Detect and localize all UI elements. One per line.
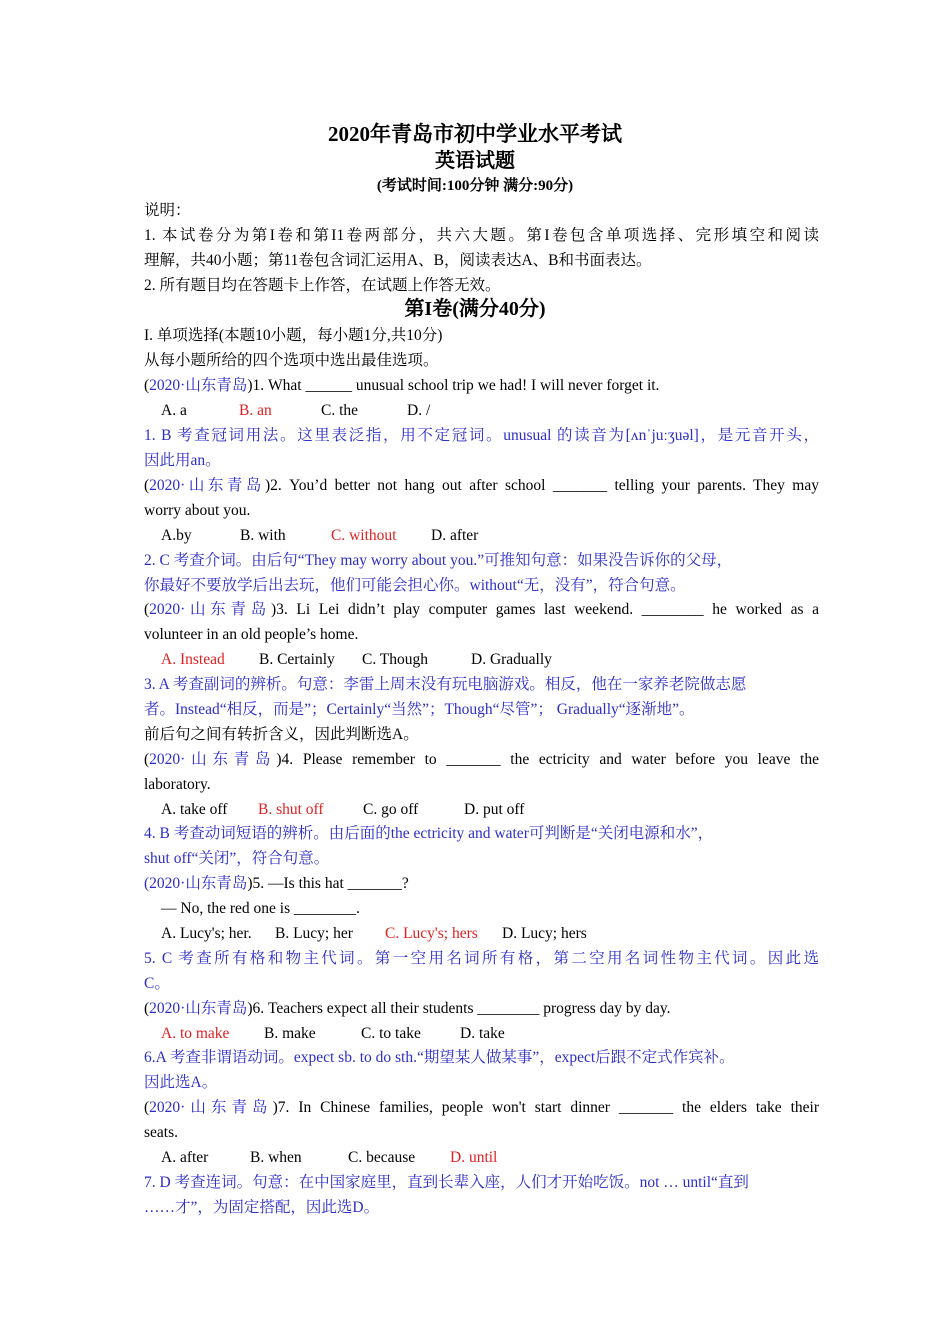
- q6-answer-line1: 6.A 考查非谓语动词。expect sb. to do sth.“期望某人做某事”，expect后跟不定式作宾补。: [144, 1049, 735, 1066]
- q1-answer-line1: 1. B 考查冠词用法。这里表泛指，用不定冠词。unusual 的读音为[ʌnˈjuːʒuəl]，是元音开头，: [144, 427, 819, 444]
- option-a: A.by: [161, 527, 192, 544]
- question-1: (2020·山东青岛)1. What ______ unusual school trip we had! I will never forget it.: [144, 377, 660, 394]
- source-tag: 2020·山东青岛: [149, 751, 277, 768]
- q7-text-line2: seats.: [144, 1124, 179, 1141]
- question-2: (2020·山东青岛)2. You’d better not hang out after school _______ telling your parents. They may: [144, 477, 819, 494]
- q1-answer-line2: 因此用an。: [144, 452, 221, 469]
- q3-answer-line3: 前后句之间有转折含义，因此判断选A。: [144, 726, 419, 743]
- section-instruction: 从每小题所给的四个选项中选出最佳选项。: [144, 352, 439, 369]
- option-a: A. to make: [161, 1025, 230, 1042]
- q7-answer-line1: 7. D 考查连词。句意：在中国家庭里，直到长辈入座，人们才开始吃饭。not … until“直到: [144, 1174, 749, 1191]
- exam-subtitle: 英语试题: [435, 150, 515, 172]
- exam-title: 2020年青岛市初中学业水平考试: [328, 122, 622, 146]
- option-d: D. /: [407, 402, 431, 419]
- option-a: A. a: [161, 402, 187, 419]
- q2-answer-line1: 2. C 考查介词。由后句“They may worry about you.”可推知句意：如果没告诉你的父母，: [144, 552, 733, 569]
- option-c: C. the: [321, 402, 359, 419]
- q7-options: [161, 1145, 836, 1170]
- source-tag: 2020·山东青岛: [149, 601, 271, 618]
- option-d: D. take: [460, 1025, 505, 1042]
- q7-answer-line2: ……才”，为固定搭配，因此选D。: [144, 1199, 380, 1216]
- q2-answer-line2: 你最好不要放学后出去玩，他们可能会担心你。without“无，没有”，符合句意。: [144, 577, 686, 594]
- question-3: (2020·山东青岛)3. Li Lei didn’t play computer games last weekend. ________ he worked as a: [144, 601, 819, 618]
- option-a: A. Instead: [161, 651, 225, 668]
- source-tag: 2020·山东青岛: [149, 1000, 248, 1017]
- option-c: C. Though: [362, 651, 429, 668]
- q3-text-line2: volunteer in an old people’s home.: [144, 626, 359, 643]
- question-text: )7. In Chinese families, people won't start dinner _______ the elders take their: [272, 1099, 819, 1116]
- question-text: )2. You’d better not hang out after school _______ telling your parents. They may: [264, 477, 819, 494]
- question-7: (2020·山东青岛)7. In Chinese families, people won't start dinner _______ the elders take their: [144, 1099, 819, 1116]
- option-d: D. Gradually: [471, 651, 552, 668]
- question-6: (2020·山东青岛)6. Teachers expect all their students ________ progress day by day.: [144, 1000, 671, 1017]
- q5-answer-line2: C。: [144, 975, 170, 992]
- exam-info: (考试时间:100分钟 满分:90分): [376, 178, 574, 194]
- question-text: )1. What ______ unusual school trip we had! I will never forget it.: [247, 377, 660, 394]
- q3-answer-line2: 者。Instead“相反，而是”；Certainly“当然”；Though“尽管”； Gradually“逐渐地”。: [144, 701, 695, 718]
- q5-options: [161, 921, 836, 946]
- notes-line1a: 1. 本试卷分为第I卷和第I1卷两部分，共六大题。第I卷包含单项选择、完形填空和阅读: [144, 227, 819, 244]
- question-text: )4. Please remember to _______ the ectricity and water before you leave the: [276, 751, 819, 768]
- option-b: B. an: [239, 402, 272, 419]
- source-tag: 2020·山东青岛: [149, 875, 248, 892]
- q4-answer-line1: 4. B 考查动词短语的辨析。由后面的the ectricity and water可判断是“关闭电源和水”，: [144, 825, 714, 842]
- option-a: A. take off: [161, 801, 228, 818]
- q4-options: [161, 797, 836, 822]
- question-5: (2020·山东青岛)5. —Is this hat _______?: [144, 875, 409, 892]
- section-part: I. 单项选择(本题10小题，每小题1分,共10分): [144, 327, 443, 344]
- option-c: C. Lucy's; hers: [385, 925, 478, 942]
- q5-answer-line1: 5. C 考查所有格和物主代词。第一空用名词所有格，第二空用名词性物主代词。因此选: [144, 950, 819, 967]
- source-tag: 2020·山东青岛: [149, 477, 265, 494]
- source-tag: 2020·山东青岛: [149, 1099, 273, 1116]
- option-a: A. Lucy's; her.: [161, 925, 252, 942]
- option-b: B. with: [240, 527, 286, 544]
- option-d: D. put off: [464, 801, 525, 818]
- source-tag: 2020·山东青岛: [149, 377, 248, 394]
- q6-options: [161, 1021, 836, 1046]
- q3-answer-line1: 3. A 考查副词的辨析。句意：李雷上周末没有玩电脑游戏。相反，他在一家养老院做志愿: [144, 676, 747, 693]
- q3-options: [161, 647, 836, 672]
- notes-label: 说明：: [144, 202, 191, 219]
- option-b: B. when: [250, 1149, 302, 1166]
- question-text: )5. —Is this hat _______?: [247, 875, 409, 892]
- option-d: D. Lucy; hers: [502, 925, 587, 942]
- q2-options: [161, 523, 836, 548]
- option-c: C. go off: [363, 801, 419, 818]
- option-c: C. because: [348, 1149, 416, 1166]
- option-c: C. to take: [361, 1025, 421, 1042]
- option-b: B. Certainly: [259, 651, 335, 668]
- option-a: A. after: [161, 1149, 209, 1166]
- question-text: )6. Teachers expect all their students ________ progress day by day.: [247, 1000, 671, 1017]
- option-b: B. shut off: [258, 801, 324, 818]
- option-b: B. make: [264, 1025, 316, 1042]
- q2-text-line2: worry about you.: [144, 502, 251, 519]
- question-text: )3. Li Lei didn’t play computer games last weekend. ________ he worked as a: [270, 601, 819, 618]
- question-4: (2020·山东青岛)4. Please remember to _______ the ectricity and water before you leave the: [144, 751, 819, 768]
- q4-text-line2: laboratory.: [144, 776, 211, 793]
- notes-line2: 2. 所有题目均在答题卡上作答，在试题上作答无效。: [144, 277, 501, 294]
- section-title: 第I卷(满分40分): [404, 298, 546, 320]
- q1-options: [161, 398, 836, 423]
- q6-answer-line2: 因此选A。: [144, 1074, 218, 1091]
- option-b: B. Lucy; her: [275, 925, 353, 942]
- notes-line1b: 理解，共40小题；第11卷包含词汇运用A、B，阅读表达A、B和书面表达。: [144, 252, 652, 269]
- option-c: C. without: [331, 527, 397, 544]
- option-d: D. until: [450, 1149, 498, 1166]
- option-d: D. after: [431, 527, 479, 544]
- q4-answer-line2: shut off“关闭”，符合句意。: [144, 850, 330, 867]
- q5-text-line2: — No, the red one is ________.: [161, 900, 360, 917]
